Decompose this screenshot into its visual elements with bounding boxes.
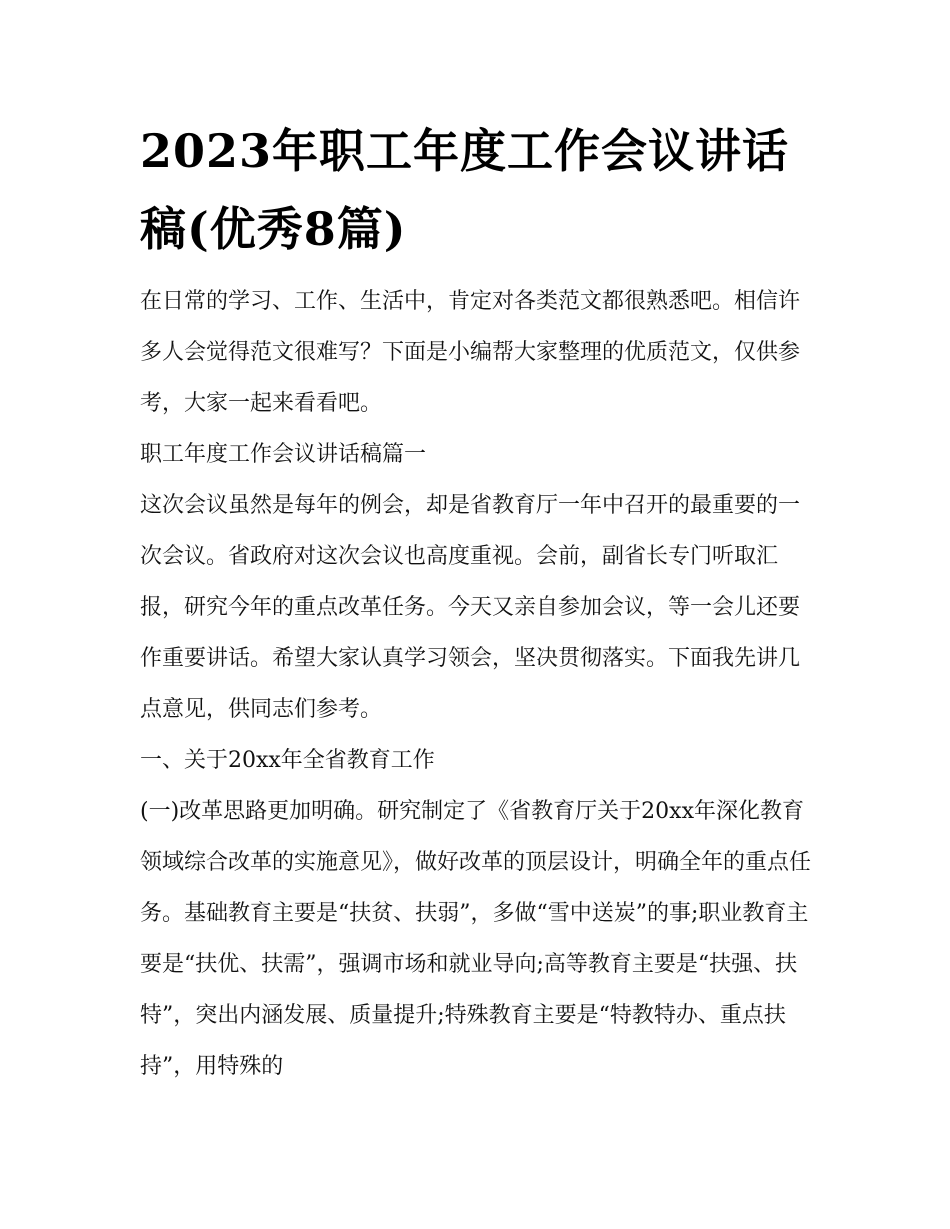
subsection-heading: 一、关于20xx年全省教育工作 <box>140 748 435 773</box>
intro-paragraph: 在日常的学习、工作、生活中，肯定对各类范文都很熟悉吧。相信许多人会觉得范文很难写？下面是小编帮大家整理的优质范文，仅供参考，大家一起来看看吧。 <box>140 289 801 416</box>
document-body <box>140 276 820 1092</box>
body-paragraph: (一)改革思路更加明确。研究制定了《省教育厅关于20xx年深化教育领域综合改革的实施意见》，做好改革的顶层设计，明确全年的重点任务。基础教育主要是“扶贫、扶弱”，多做“雪中送炭”的事;职业教育主要是“扶优、扶需”，强调市场和就业导向;高等教育主要是“扶强、扶特”，突出内涵发展、质量提升;特殊教育主要是“特教特办、重点扶持”，用特殊的 <box>140 799 812 1079</box>
section-heading: 职工年度工作会议讲话稿篇一 <box>140 442 427 467</box>
document-title: 2023年职工年度工作会议讲话稿(优秀8篇) <box>140 124 790 256</box>
body-paragraph: 这次会议虽然是每年的例会，却是省教育厅一年中召开的最重要的一次会议。省政府对这次会议也高度重视。会前，副省长专门听取汇报，研究今年的重点改革任务。今天又亲自参加会议，等一会儿还要作重要讲话。希望大家认真学习领会，坚决贯彻落实。下面我先讲几点意见，供同志们参考。 <box>140 493 801 722</box>
